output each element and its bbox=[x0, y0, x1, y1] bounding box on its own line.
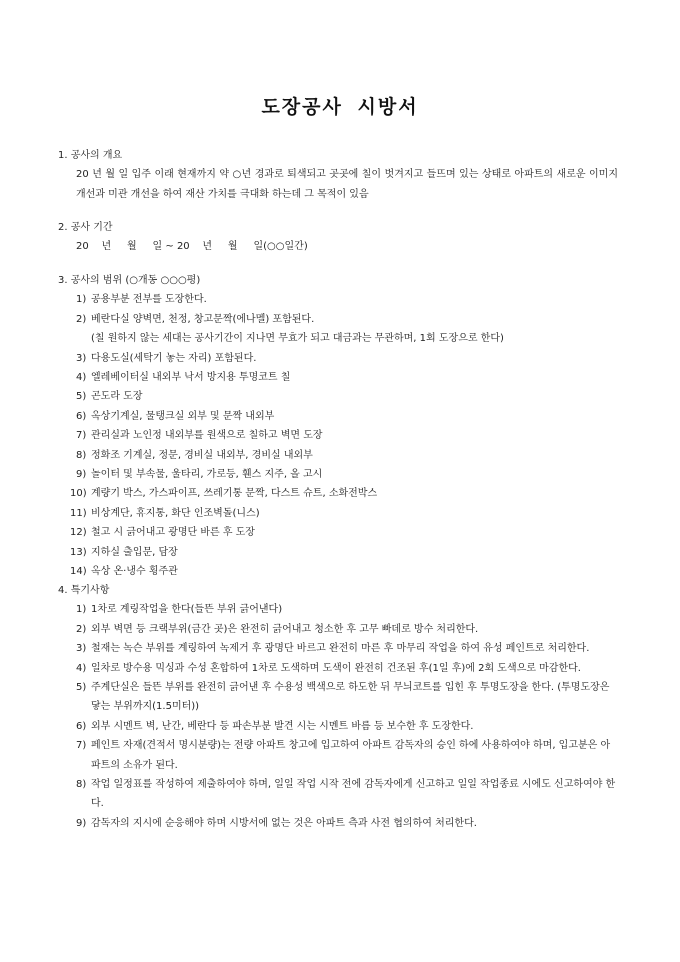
item-number: 6) bbox=[76, 410, 87, 422]
item-number: 5) bbox=[76, 682, 87, 694]
section-period bbox=[58, 218, 618, 257]
section-heading: 4. 특기사항 bbox=[58, 585, 110, 596]
list-item bbox=[58, 620, 618, 639]
item-text: 엘레베이터실 내외부 낙서 방지용 투명코트 칠 bbox=[91, 372, 291, 384]
section-special bbox=[58, 581, 618, 833]
item-text: 감독자의 지시에 순응해야 하며 시방서에 없는 것은 아파트 측과 사전 협의하여 처리한다. bbox=[91, 817, 477, 829]
section-overview bbox=[58, 146, 618, 204]
item-text: 작업 일정표를 작성하여 제출하여야 하며, 일일 작업 시작 전에 감독자에게 신고하고 일일 작업종료 시에도 신고하여야 한다. bbox=[91, 779, 616, 810]
item-number: 9) bbox=[76, 817, 87, 829]
overview-text: 20 년 월 일 입주 이래 현재까지 약 ○년 경과로 퇴색되고 곳곳에 칠이 벗겨지고 들뜨며 있는 상태로 아파트의 새로운 이미지 개선과 미관 개선을 하여 재산 가치를 극대화 하는데 그 목적이 있음 bbox=[76, 169, 618, 200]
list-item bbox=[58, 310, 618, 329]
item-number: 14) bbox=[70, 566, 87, 578]
item-text: 다용도실(세탁기 놓는 자리) 포함된다. bbox=[91, 352, 257, 364]
section-heading: 3. 공사의 범위 (○개동 ○○○평) bbox=[58, 275, 201, 286]
section-scope bbox=[58, 271, 618, 582]
item-number: 2) bbox=[76, 623, 87, 635]
list-item bbox=[58, 465, 618, 484]
list-item bbox=[58, 562, 618, 581]
item-text: 곤도라 도장 bbox=[91, 391, 143, 403]
list-item bbox=[58, 349, 618, 368]
list-item bbox=[58, 659, 618, 678]
item-text: 옥상 온·냉수 횡주관 bbox=[91, 566, 178, 578]
item-text: 외부 벽면 등 크랙부위(금간 곳)은 완전히 긁어내고 청소한 후 고무 빠데로 방수 처리한다. bbox=[91, 623, 479, 635]
item-number: 8) bbox=[76, 779, 87, 791]
item-number: 1) bbox=[76, 294, 87, 306]
item-text: 옥상기계실, 물탱크실 외부 및 문짝 내외부 bbox=[91, 410, 275, 422]
item-number: 6) bbox=[76, 720, 87, 732]
list-item bbox=[58, 678, 618, 717]
item-text: 외부 시멘트 벽, 난간, 베란다 등 파손부분 발견 시는 시멘트 바름 등 보수한 후 도장한다. bbox=[91, 720, 474, 732]
section-heading: 2. 공사 기간 bbox=[58, 222, 113, 233]
item-number: 3) bbox=[76, 643, 87, 655]
item-number: 10) bbox=[70, 488, 87, 500]
item-text: 일차로 방수용 믹싱과 수성 혼합하여 1차로 도색하며 도색이 완전히 건조된 후(1일 후)에 2회 도색으로 마감한다. bbox=[91, 662, 581, 674]
item-text: 철재는 녹슨 부위를 계링하여 녹제거 후 광명단 바르고 완전히 마른 후 마무리 작업을 하여 유성 페인트로 처리한다. bbox=[91, 643, 590, 655]
item-text: 주계단실은 들뜬 부위를 완전히 긁어낸 후 수용성 백색으로 하도한 뒤 무늬코트를 입힌 후 투명도장을 한다. (투명도장은 닿는 부위까지(1.5미터)) bbox=[91, 682, 610, 713]
item-number: 2) bbox=[76, 313, 87, 325]
list-item bbox=[58, 775, 618, 814]
item-text: 정화조 기계실, 정문, 경비실 내외부, 경비실 내외부 bbox=[91, 449, 313, 461]
item-text: 관리실과 노인정 내외부를 원색으로 칠하고 벽면 도장 bbox=[91, 430, 323, 442]
item-note: (칠 원하지 않는 세대는 공사기간이 지나면 무효가 되고 대금과는 무관하며, 1회 도장으로 한다) bbox=[91, 333, 504, 345]
list-item bbox=[58, 290, 618, 309]
list-item bbox=[58, 523, 618, 542]
item-number: 12) bbox=[70, 527, 87, 539]
item-number: 4) bbox=[76, 372, 87, 384]
list-item bbox=[58, 717, 618, 736]
list-item bbox=[58, 484, 618, 503]
item-text: 공용부분 전부를 도장한다. bbox=[91, 294, 207, 306]
item-text: 놀이터 및 부속물, 울타리, 가로등, 휀스 지주, 올 고시 bbox=[91, 469, 323, 481]
item-text: 페인트 자재(견적서 명시분량)는 전량 아파트 창고에 입고하여 아파트 감독자의 승인 하에 사용하여야 하며, 입고분은 아파트의 소유가 된다. bbox=[91, 740, 611, 771]
item-number: 8) bbox=[76, 449, 87, 461]
item-number: 5) bbox=[76, 391, 87, 403]
item-text: 계량기 박스, 가스파이프, 쓰레기통 문짝, 다스트 슈트, 소화전박스 bbox=[91, 488, 378, 500]
list-item bbox=[58, 543, 618, 562]
scope-list bbox=[58, 290, 618, 581]
list-item bbox=[58, 426, 618, 445]
document-title: 도장공사 시방서 bbox=[261, 96, 419, 118]
list-item bbox=[58, 387, 618, 406]
special-list bbox=[58, 600, 618, 833]
item-number: 13) bbox=[70, 546, 87, 558]
item-number: 7) bbox=[76, 430, 87, 442]
item-number: 3) bbox=[76, 352, 87, 364]
list-item bbox=[58, 446, 618, 465]
period-text: 20 년 월 일 ~ 20 년 월 일(○○일간) bbox=[76, 241, 308, 253]
item-number: 4) bbox=[76, 662, 87, 674]
list-item bbox=[58, 368, 618, 387]
list-item bbox=[58, 639, 618, 658]
list-item bbox=[58, 504, 618, 523]
item-number: 11) bbox=[70, 507, 87, 519]
section-heading: 1. 공사의 개요 bbox=[58, 150, 123, 161]
item-text: 베란다실 양벽면, 천정, 창고문짝(에나멜) 포함된다. bbox=[91, 313, 315, 325]
list-item bbox=[58, 600, 618, 619]
item-text: 비상계단, 휴지통, 화단 인조벽돌(니스) bbox=[91, 507, 260, 519]
item-text: 1차로 계링작업을 한다(들뜬 부위 긁어낸다) bbox=[91, 604, 283, 616]
list-item bbox=[58, 407, 618, 426]
item-number: 7) bbox=[76, 740, 87, 752]
item-number: 9) bbox=[76, 469, 87, 481]
item-text: 지하실 출입문, 담장 bbox=[91, 546, 178, 558]
item-number: 1) bbox=[76, 604, 87, 616]
list-item bbox=[58, 814, 618, 833]
list-item bbox=[58, 736, 618, 775]
item-text: 철고 시 긁어내고 광명단 바른 후 도장 bbox=[91, 527, 255, 539]
